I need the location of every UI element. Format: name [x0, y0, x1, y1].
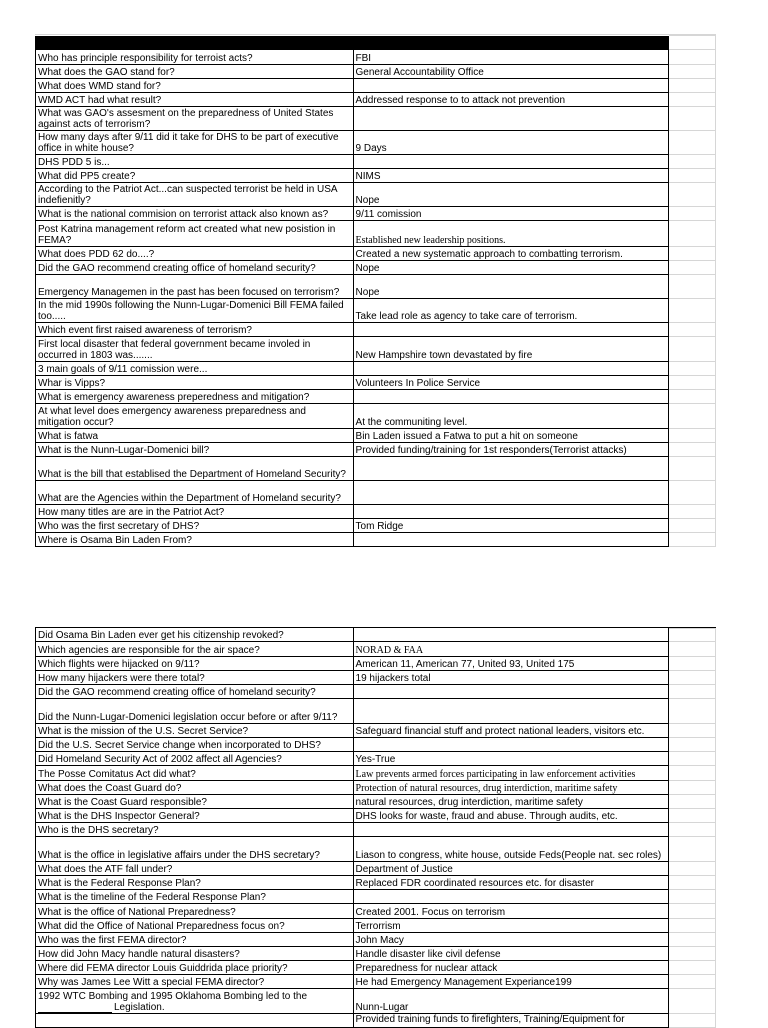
question-cell[interactable]: What does WMD stand for?	[36, 79, 354, 93]
answer-cell[interactable]	[354, 481, 670, 505]
question-cell[interactable]: How did John Macy handle natural disasters?	[36, 947, 354, 961]
table-row	[35, 323, 716, 337]
question-cell[interactable]: WMD ACT had what result?	[36, 93, 354, 107]
table-row	[35, 183, 716, 207]
table-row	[35, 519, 716, 533]
question-cell[interactable]: Where is Osama Bin Laden From?	[36, 533, 354, 547]
table-row	[35, 457, 716, 481]
table-row	[35, 685, 716, 699]
question-cell[interactable]: 3 main goals of 9/11 comission were...	[36, 362, 354, 376]
answer-cell[interactable]	[354, 823, 670, 837]
answer-cell[interactable]: 9 Days	[354, 131, 670, 155]
question-cell[interactable]: What is the Federal Response Plan?	[36, 876, 354, 890]
answer-cell[interactable]	[354, 628, 670, 642]
answer-cell[interactable]: Handle disaster like civil defense	[354, 947, 670, 961]
question-cell[interactable]: What is the office in legislative affairs under the DHS secretary?	[36, 837, 354, 862]
question-cell[interactable]: The Posse Comitatus Act did what?	[36, 766, 354, 781]
answer-cell[interactable]: FBI	[354, 50, 670, 65]
table-row	[35, 65, 716, 79]
question-cell[interactable]: Who was the first secretary of DHS?	[36, 519, 354, 533]
question-cell[interactable]: At what level does emergency awareness preparedness and mitigation occur?	[36, 404, 354, 429]
table-row	[35, 766, 716, 781]
answer-cell[interactable]	[354, 323, 670, 337]
answer-cell[interactable]: Provided funding/training for 1st responders(Terrorist attacks)	[354, 443, 670, 457]
question-cell[interactable]: First local disaster that federal government became involed in occurred in 1803 was.......	[36, 337, 354, 362]
answer-cell[interactable]: Bin Laden issued a Fatwa to put a hit on someone	[354, 429, 670, 443]
question-cell[interactable]: What is the Coast Guard responsible?	[36, 795, 354, 809]
header-cell-question	[36, 36, 354, 50]
answer-cell[interactable]: 9/11 comission	[354, 207, 670, 221]
question-cell[interactable]: What is fatwa	[36, 429, 354, 443]
answer-cell[interactable]	[354, 107, 670, 131]
answer-cell[interactable]: Nope	[354, 261, 670, 275]
answer-cell[interactable]: Created 2001. Focus on terrorism	[354, 904, 670, 919]
question-cell[interactable]: What does the ATF fall under?	[36, 862, 354, 876]
table-row	[35, 93, 716, 107]
table-row	[35, 657, 716, 671]
question-cell[interactable]: What is the national commision on terrorist attack also known as?	[36, 207, 354, 221]
question-cell[interactable]: What is the office of National Preparedness?	[36, 904, 354, 919]
answer-cell[interactable]: NIMS	[354, 169, 670, 183]
answer-cell[interactable]: Nope	[354, 275, 670, 299]
question-cell[interactable]: Why was James Lee Witt a special FEMA director?	[36, 975, 354, 989]
table-row	[35, 809, 716, 823]
answer-cell[interactable]: NORAD & FAA	[354, 642, 670, 657]
table-row	[35, 724, 716, 738]
answer-cell[interactable]	[354, 362, 670, 376]
question-cell[interactable]: Where did FEMA director Louis Guiddrida place priority?	[36, 961, 354, 975]
answer-cell[interactable]	[354, 533, 670, 547]
table-row	[35, 933, 716, 947]
answer-cell[interactable]: American 11, American 77, United 93, United 175	[354, 657, 670, 671]
answer-cell[interactable]	[354, 79, 670, 93]
table-row	[35, 155, 716, 169]
table-row	[35, 947, 716, 961]
table-row	[35, 862, 716, 876]
table-row	[35, 781, 716, 795]
table-row	[35, 337, 716, 362]
table-row	[35, 376, 716, 390]
answer-cell[interactable]	[354, 685, 670, 699]
question-cell[interactable]: Who was the first FEMA director?	[36, 933, 354, 947]
answer-cell[interactable]: Take lead role as agency to take care of terrorism.	[354, 299, 670, 323]
question-cell[interactable]: In the mid 1990s following the Nunn-Lugar-Domenici Bill FEMA failed too.....	[36, 299, 354, 323]
answer-cell[interactable]: Yes-True	[354, 752, 670, 766]
answer-cell[interactable]: Nunn-Lugar	[354, 989, 670, 1014]
table-row	[35, 299, 716, 323]
question-cell[interactable]: How many days after 9/11 did it take for DHS to be part of executive office in white house?	[36, 131, 354, 155]
table-row	[35, 919, 716, 933]
question-cell[interactable]: Post Katrina management reform act created what new posistion in FEMA?	[36, 221, 354, 247]
answer-cell[interactable]: Liason to congress, white house, outside Feds(People nat. sec roles)	[354, 837, 670, 862]
question-cell[interactable]: Who is the DHS secretary?	[36, 823, 354, 837]
table-row	[35, 169, 716, 183]
table-row	[35, 275, 716, 299]
question-cell[interactable]: Emergency Managemen in the past has been focused on terrorism?	[36, 275, 354, 299]
question-cell[interactable]: What is the mission of the U.S. Secret Service?	[36, 724, 354, 738]
question-cell[interactable]: What is the Nunn-Lugar-Domenici bill?	[36, 443, 354, 457]
question-cell[interactable]: What is emergency awareness preperedness and mitigation?	[36, 390, 354, 404]
answer-cell[interactable]: Safeguard financial stuff and protect national leaders, visitors etc.	[354, 724, 670, 738]
question-cell[interactable]: What was GAO's assesment on the preparedness of United States against acts of terrorism?	[36, 107, 354, 131]
question-cell[interactable]: DHS PDD 5 is...	[36, 155, 354, 169]
question-cell[interactable]: How many hijackers were there total?	[36, 671, 354, 685]
sheet-1	[35, 34, 716, 547]
header-cell-answer	[354, 36, 670, 50]
table-row	[35, 752, 716, 766]
question-cell[interactable]: Whar is Vipps?	[36, 376, 354, 390]
answer-cell[interactable]	[354, 699, 670, 724]
table-row	[35, 989, 716, 1014]
table-row	[35, 890, 716, 904]
question-cell[interactable]: How many titles are are in the Patriot Act?	[36, 505, 354, 519]
table-row	[35, 107, 716, 131]
answer-cell[interactable]: Replaced FDR coordinated resources etc. for disaster	[354, 876, 670, 890]
table-row	[35, 505, 716, 519]
table-row	[35, 975, 716, 989]
answer-cell[interactable]: Provided training funds to firefighters, Training/Equipment for	[354, 1014, 670, 1028]
table-row	[35, 533, 716, 547]
question-cell[interactable]: Did the U.S. Secret Service change when incorporated to DHS?	[36, 738, 354, 752]
table-row	[35, 261, 716, 275]
question-cell[interactable]: Which agencies are responsible for the air space?	[36, 642, 354, 657]
table-row	[35, 671, 716, 685]
answer-cell[interactable]: At the communiting level.	[354, 404, 670, 429]
table-row	[35, 207, 716, 221]
sheet-2	[35, 627, 716, 1028]
answer-cell[interactable]: Protection of natural resources, drug interdiction, maritime safety	[354, 781, 670, 795]
table-row	[35, 443, 716, 457]
answer-cell[interactable]: DHS looks for waste, fraud and abuse. Through audits, etc.	[354, 809, 670, 823]
question-cell[interactable]: Who has principle responsibility for terroist acts?	[36, 50, 354, 65]
header-row	[35, 36, 716, 50]
question-cell[interactable]: Did the GAO recommend creating office of homeland security?	[36, 685, 354, 699]
answer-cell[interactable]: General Accountability Office	[354, 65, 670, 79]
table-row	[35, 876, 716, 890]
answer-cell[interactable]: He had Emergency Management Experiance199	[354, 975, 670, 989]
table-row	[35, 429, 716, 443]
question-line-2: Legislation.	[38, 1002, 165, 1013]
answer-cell[interactable]: 19 hijackers total	[354, 671, 670, 685]
question-cell[interactable]: What does PDD 62 do....?	[36, 247, 354, 261]
table-row	[35, 961, 716, 975]
answer-cell[interactable]: natural resources, drug interdiction, maritime safety	[354, 795, 670, 809]
fill-in-blank	[38, 1003, 112, 1013]
question-cell[interactable]: What is the bill that establised the Department of Homeland Security?	[36, 457, 354, 481]
question-cell[interactable]: Did Homeland Security Act of 2002 affect all Agencies?	[36, 752, 354, 766]
answer-cell[interactable]: Addressed response to to attack not prevention	[354, 93, 670, 107]
table-row	[35, 50, 716, 65]
table-row	[35, 738, 716, 752]
table-row	[35, 79, 716, 93]
question-cell[interactable]: Which event first raised awareness of terrorism?	[36, 323, 354, 337]
question-cell[interactable]	[36, 1014, 354, 1028]
table-row	[35, 131, 716, 155]
table-row	[35, 362, 716, 376]
answer-cell[interactable]	[354, 457, 670, 481]
question-cell[interactable]: What did PP5 create?	[36, 169, 354, 183]
answer-cell[interactable]	[354, 890, 670, 904]
answer-cell[interactable]: Volunteers In Police Service	[354, 376, 670, 390]
question-cell[interactable]: According to the Patriot Act...can suspected terrorist be held in USA indefienitly?	[36, 183, 354, 207]
question-cell[interactable]: Which flights were hijacked on 9/11?	[36, 657, 354, 671]
question-line-1: 1992 WTC Bombing and 1995 Oklahoma Bombing led to the	[38, 991, 308, 1002]
table-row	[35, 404, 716, 429]
table-row	[35, 481, 716, 505]
question-cell[interactable]: What is the DHS Inspector General?	[36, 809, 354, 823]
answer-cell[interactable]	[354, 505, 670, 519]
answer-cell[interactable]: Department of Justice	[354, 862, 670, 876]
question-cell[interactable]: Did the Nunn-Lugar-Domenici legislation occur before or after 9/11?	[36, 699, 354, 724]
table-row	[35, 795, 716, 809]
answer-cell[interactable]: Nope	[354, 183, 670, 207]
table-row	[35, 221, 716, 247]
question-cell[interactable]: What does the GAO stand for?	[36, 65, 354, 79]
answer-cell[interactable]: Terrorrism	[354, 919, 670, 933]
question-cell[interactable]: What does the Coast Guard do?	[36, 781, 354, 795]
question-cell[interactable]	[36, 989, 354, 1014]
answer-cell[interactable]: Tom Ridge	[354, 519, 670, 533]
answer-cell[interactable]: John Macy	[354, 933, 670, 947]
question-cell[interactable]: What did the Office of National Preparedness focus on?	[36, 919, 354, 933]
table-row	[35, 837, 716, 862]
question-cell[interactable]: Did the GAO recommend creating office of homeland security?	[36, 261, 354, 275]
answer-cell[interactable]	[354, 155, 670, 169]
table-row	[35, 627, 716, 642]
table-row	[35, 642, 716, 657]
answer-cell[interactable]: Preparedness for nuclear attack	[354, 961, 670, 975]
table-row	[35, 1014, 716, 1028]
table-row	[35, 247, 716, 261]
answer-cell[interactable]: Law prevents armed forces participating in law enforcement activities	[354, 766, 670, 781]
answer-cell[interactable]: New Hampshire town devastated by fire	[354, 337, 670, 362]
question-cell[interactable]: What is the timeline of the Federal Response Plan?	[36, 890, 354, 904]
question-cell[interactable]: What are the Agencies within the Department of Homeland security?	[36, 481, 354, 505]
answer-cell[interactable]: Established new leadership positions.	[354, 221, 670, 247]
answer-cell[interactable]	[354, 738, 670, 752]
answer-cell[interactable]: Created a new systematic approach to combatting terrorism.	[354, 247, 670, 261]
table-row	[35, 823, 716, 837]
question-cell[interactable]: Did Osama Bin Laden ever get his citizenship revoked?	[36, 628, 354, 642]
answer-cell[interactable]	[354, 390, 670, 404]
table-row	[35, 699, 716, 724]
table-row	[35, 904, 716, 919]
table-row	[35, 390, 716, 404]
